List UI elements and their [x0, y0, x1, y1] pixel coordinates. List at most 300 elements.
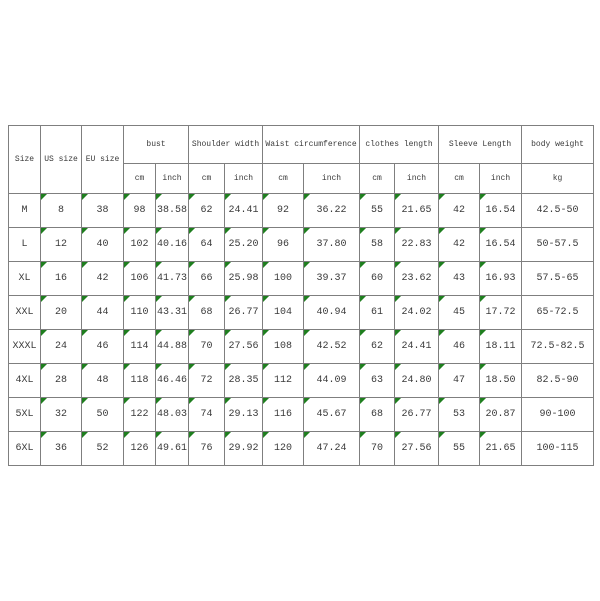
cell-text: 108 — [274, 341, 293, 352]
cell-text: 96 — [277, 239, 290, 250]
cell-text: 18.11 — [485, 341, 516, 352]
measurement-cell — [395, 364, 439, 398]
cell-text: 20 — [54, 307, 67, 318]
cell-flag-triangle-icon — [360, 398, 366, 404]
cell-flag-triangle-icon — [41, 330, 47, 336]
table-row — [9, 330, 594, 364]
cell-text: 42 — [453, 239, 466, 250]
cell-flag-triangle-icon — [225, 194, 231, 200]
cell-text: 42 — [453, 205, 466, 216]
cell-flag-triangle-icon — [156, 432, 162, 438]
measurement-cell — [263, 364, 304, 398]
measurement-cell — [304, 262, 360, 296]
measurement-cell — [189, 296, 225, 330]
cell-text: 68 — [371, 409, 384, 420]
measurement-cell — [522, 228, 594, 262]
unit-sleeve-inch: inch — [480, 164, 522, 194]
cell-flag-triangle-icon — [82, 364, 88, 370]
measurement-cell — [263, 330, 304, 364]
measurement-cell — [439, 194, 480, 228]
cell-text: 16 — [54, 273, 67, 284]
cell-text: 65-72.5 — [536, 307, 579, 318]
cell-text: 12 — [54, 239, 67, 250]
cell-flag-triangle-icon — [480, 194, 486, 200]
measurement-cell — [225, 330, 263, 364]
cell-flag-triangle-icon — [304, 194, 310, 200]
cell-text: 28.35 — [228, 375, 259, 386]
cell-flag-triangle-icon — [41, 364, 47, 370]
cell-text: 46 — [96, 341, 109, 352]
cell-text: 72.5-82.5 — [530, 341, 585, 352]
cell-text: 16.54 — [485, 239, 516, 250]
unit-sleeve-cm: cm — [439, 164, 480, 194]
cell-text: 22.83 — [401, 239, 432, 250]
cell-flag-triangle-icon — [189, 262, 195, 268]
size-label-cell — [9, 296, 41, 330]
measurement-cell — [522, 194, 594, 228]
cell-text: XXXL — [12, 341, 37, 352]
cell-flag-triangle-icon — [82, 296, 88, 302]
cell-text: 37.80 — [316, 239, 347, 250]
cell-text: 23.62 — [401, 273, 432, 284]
measurement-cell — [124, 364, 156, 398]
cell-flag-triangle-icon — [395, 364, 401, 370]
table-row — [9, 432, 594, 466]
measurement-cell — [360, 228, 395, 262]
measurement-cell — [41, 194, 82, 228]
cell-flag-triangle-icon — [225, 262, 231, 268]
measurement-cell — [522, 398, 594, 432]
table-body — [9, 194, 594, 466]
cell-flag-triangle-icon — [189, 296, 195, 302]
measurement-cell — [225, 296, 263, 330]
cell-text: 42 — [96, 273, 109, 284]
cell-flag-triangle-icon — [480, 296, 486, 302]
measurement-cell — [124, 398, 156, 432]
cell-flag-triangle-icon — [304, 432, 310, 438]
cell-flag-triangle-icon — [360, 330, 366, 336]
measurement-cell — [522, 432, 594, 466]
cell-text: 24 — [54, 341, 67, 352]
cell-text: 39.37 — [316, 273, 347, 284]
cell-text: M — [21, 205, 28, 216]
cell-text: 90-100 — [539, 409, 576, 420]
measurement-cell — [395, 330, 439, 364]
measurement-cell — [439, 296, 480, 330]
cell-text: 82.5-90 — [536, 375, 579, 386]
cell-flag-triangle-icon — [189, 228, 195, 234]
cell-flag-triangle-icon — [395, 296, 401, 302]
measurement-cell — [480, 398, 522, 432]
measurement-cell — [156, 296, 189, 330]
cell-flag-triangle-icon — [41, 398, 47, 404]
cell-text: 40.94 — [316, 307, 347, 318]
cell-flag-triangle-icon — [124, 398, 130, 404]
measurement-cell — [189, 228, 225, 262]
cell-text: 26.77 — [401, 409, 432, 420]
cell-text: 100 — [274, 273, 293, 284]
cell-flag-triangle-icon — [439, 194, 445, 200]
header-bust: bust — [124, 126, 189, 164]
cell-flag-triangle-icon — [263, 398, 269, 404]
cell-text: 60 — [371, 273, 384, 284]
measurement-cell — [82, 432, 124, 466]
measurement-cell — [225, 364, 263, 398]
cell-text: 24.80 — [401, 375, 432, 386]
measurement-cell — [395, 262, 439, 296]
cell-flag-triangle-icon — [189, 194, 195, 200]
cell-flag-triangle-icon — [263, 364, 269, 370]
size-label-cell — [9, 194, 41, 228]
cell-flag-triangle-icon — [124, 194, 130, 200]
cell-flag-triangle-icon — [360, 228, 366, 234]
cell-flag-triangle-icon — [124, 296, 130, 302]
cell-flag-triangle-icon — [480, 228, 486, 234]
cell-text: 50-57.5 — [536, 239, 579, 250]
measurement-cell — [189, 194, 225, 228]
unit-waist-inch: inch — [304, 164, 360, 194]
measurement-cell — [156, 398, 189, 432]
header-us-size: US size — [41, 126, 82, 194]
cell-text: 18.50 — [485, 375, 516, 386]
measurement-cell — [124, 296, 156, 330]
cell-flag-triangle-icon — [395, 432, 401, 438]
cell-flag-triangle-icon — [41, 432, 47, 438]
cell-text: 48 — [96, 375, 109, 386]
measurement-cell — [156, 432, 189, 466]
measurement-cell — [41, 228, 82, 262]
cell-flag-triangle-icon — [41, 228, 47, 234]
unit-shoulder-inch: inch — [225, 164, 263, 194]
cell-flag-triangle-icon — [439, 262, 445, 268]
cell-text: 36.22 — [316, 205, 347, 216]
measurement-cell — [225, 194, 263, 228]
cell-flag-triangle-icon — [304, 228, 310, 234]
cell-text: 61 — [371, 307, 384, 318]
table-row — [9, 262, 594, 296]
cell-flag-triangle-icon — [304, 330, 310, 336]
measurement-cell — [41, 432, 82, 466]
cell-flag-triangle-icon — [82, 262, 88, 268]
cell-flag-triangle-icon — [124, 262, 130, 268]
cell-text: 126 — [130, 443, 149, 454]
header-clothes-length: clothes length — [360, 126, 439, 164]
cell-text: 55 — [453, 443, 466, 454]
cell-flag-triangle-icon — [395, 398, 401, 404]
measurement-cell — [41, 262, 82, 296]
cell-text: 20.87 — [485, 409, 516, 420]
measurement-cell — [124, 262, 156, 296]
cell-flag-triangle-icon — [263, 330, 269, 336]
measurement-cell — [395, 228, 439, 262]
cell-text: 63 — [371, 375, 384, 386]
cell-text: 43 — [453, 273, 466, 284]
table-row — [9, 194, 594, 228]
cell-flag-triangle-icon — [156, 330, 162, 336]
cell-flag-triangle-icon — [156, 228, 162, 234]
cell-flag-triangle-icon — [225, 432, 231, 438]
cell-text: 21.65 — [401, 205, 432, 216]
cell-text: 76 — [200, 443, 213, 454]
cell-text: 43.31 — [157, 307, 188, 318]
measurement-cell — [156, 194, 189, 228]
cell-text: 104 — [274, 307, 293, 318]
cell-flag-triangle-icon — [360, 194, 366, 200]
table-row — [9, 296, 594, 330]
measurement-cell — [304, 364, 360, 398]
cell-text: 38.58 — [157, 205, 188, 216]
cell-text: 92 — [277, 205, 290, 216]
measurement-cell — [360, 398, 395, 432]
cell-flag-triangle-icon — [360, 296, 366, 302]
cell-text: 40.16 — [157, 239, 188, 250]
size-label-cell — [9, 228, 41, 262]
header-group-row — [9, 126, 594, 164]
cell-flag-triangle-icon — [395, 262, 401, 268]
measurement-cell — [360, 194, 395, 228]
cell-flag-triangle-icon — [360, 262, 366, 268]
size-label-cell — [9, 364, 41, 398]
measurement-cell — [124, 330, 156, 364]
cell-text: 29.13 — [228, 409, 259, 420]
cell-text: 24.41 — [401, 341, 432, 352]
measurement-cell — [225, 228, 263, 262]
measurement-cell — [395, 398, 439, 432]
cell-flag-triangle-icon — [225, 228, 231, 234]
cell-text: 70 — [200, 341, 213, 352]
cell-text: 47.24 — [316, 443, 347, 454]
measurement-cell — [82, 296, 124, 330]
cell-text: 98 — [133, 205, 146, 216]
cell-flag-triangle-icon — [263, 296, 269, 302]
cell-text: 53 — [453, 409, 466, 420]
measurement-cell — [263, 398, 304, 432]
measurement-cell — [439, 398, 480, 432]
measurement-cell — [480, 432, 522, 466]
cell-text: 25.20 — [228, 239, 259, 250]
measurement-cell — [225, 432, 263, 466]
cell-text: 64 — [200, 239, 213, 250]
cell-text: 40 — [96, 239, 109, 250]
header-eu-size: EU size — [82, 126, 124, 194]
table-row — [9, 398, 594, 432]
measurement-cell — [189, 262, 225, 296]
measurement-cell — [124, 228, 156, 262]
measurement-cell — [360, 364, 395, 398]
measurement-cell — [522, 364, 594, 398]
measurement-cell — [41, 296, 82, 330]
cell-text: 41.73 — [157, 273, 188, 284]
cell-flag-triangle-icon — [304, 296, 310, 302]
cell-flag-triangle-icon — [225, 330, 231, 336]
cell-text: 44 — [96, 307, 109, 318]
cell-flag-triangle-icon — [439, 330, 445, 336]
measurement-cell — [360, 432, 395, 466]
cell-text: 6XL — [15, 443, 34, 454]
unit-waist-cm: cm — [263, 164, 304, 194]
cell-flag-triangle-icon — [263, 262, 269, 268]
cell-text: 114 — [130, 341, 149, 352]
cell-text: 44.88 — [157, 341, 188, 352]
measurement-cell — [395, 296, 439, 330]
table-header — [9, 126, 594, 194]
cell-flag-triangle-icon — [439, 228, 445, 234]
cell-flag-triangle-icon — [225, 398, 231, 404]
cell-text: 62 — [200, 205, 213, 216]
cell-text: 106 — [130, 273, 149, 284]
cell-text: 25.98 — [228, 273, 259, 284]
cell-text: 118 — [130, 375, 149, 386]
measurement-cell — [263, 262, 304, 296]
unit-weight-kg: kg — [522, 164, 594, 194]
header-shoulder-width: Shoulder width — [189, 126, 263, 164]
cell-flag-triangle-icon — [156, 398, 162, 404]
cell-flag-triangle-icon — [395, 194, 401, 200]
cell-text: 21.65 — [485, 443, 516, 454]
cell-flag-triangle-icon — [124, 364, 130, 370]
measurement-cell — [304, 194, 360, 228]
cell-flag-triangle-icon — [41, 194, 47, 200]
measurement-cell — [304, 432, 360, 466]
cell-text: 55 — [371, 205, 384, 216]
cell-flag-triangle-icon — [189, 330, 195, 336]
cell-text: 26.77 — [228, 307, 259, 318]
measurement-cell — [156, 364, 189, 398]
cell-text: 50 — [96, 409, 109, 420]
cell-text: 122 — [130, 409, 149, 420]
measurement-cell — [439, 228, 480, 262]
cell-flag-triangle-icon — [395, 228, 401, 234]
cell-flag-triangle-icon — [225, 296, 231, 302]
cell-text: 46.46 — [157, 375, 188, 386]
cell-flag-triangle-icon — [439, 364, 445, 370]
header-sleeve-length: Sleeve Length — [439, 126, 522, 164]
cell-text: 74 — [200, 409, 213, 420]
measurement-cell — [480, 194, 522, 228]
cell-flag-triangle-icon — [360, 364, 366, 370]
cell-flag-triangle-icon — [480, 398, 486, 404]
cell-text: 5XL — [15, 409, 34, 420]
cell-text: 17.72 — [485, 307, 516, 318]
cell-text: 4XL — [15, 375, 34, 386]
table-row — [9, 228, 594, 262]
cell-flag-triangle-icon — [82, 398, 88, 404]
measurement-cell — [522, 330, 594, 364]
cell-text: 48.03 — [157, 409, 188, 420]
measurement-cell — [480, 262, 522, 296]
size-label-cell — [9, 330, 41, 364]
cell-flag-triangle-icon — [480, 330, 486, 336]
measurement-cell — [189, 364, 225, 398]
table-row — [9, 364, 594, 398]
unit-shoulder-cm: cm — [189, 164, 225, 194]
cell-flag-triangle-icon — [304, 364, 310, 370]
measurement-cell — [395, 432, 439, 466]
measurement-cell — [225, 262, 263, 296]
cell-text: XL — [18, 273, 31, 284]
cell-text: 32 — [54, 409, 67, 420]
measurement-cell — [439, 432, 480, 466]
unit-bust-cm: cm — [124, 164, 156, 194]
cell-flag-triangle-icon — [82, 432, 88, 438]
measurement-cell — [360, 330, 395, 364]
cell-flag-triangle-icon — [156, 364, 162, 370]
cell-text: 24.02 — [401, 307, 432, 318]
measurement-cell — [189, 432, 225, 466]
cell-text: 16.93 — [485, 273, 516, 284]
measurement-cell — [41, 330, 82, 364]
cell-flag-triangle-icon — [124, 432, 130, 438]
cell-flag-triangle-icon — [395, 330, 401, 336]
measurement-cell — [189, 330, 225, 364]
cell-flag-triangle-icon — [189, 364, 195, 370]
cell-text: 44.09 — [316, 375, 347, 386]
measurement-cell — [263, 432, 304, 466]
measurement-cell — [82, 262, 124, 296]
measurement-cell — [304, 228, 360, 262]
measurement-cell — [395, 194, 439, 228]
measurement-cell — [480, 228, 522, 262]
measurement-cell — [124, 194, 156, 228]
cell-text: 58 — [371, 239, 384, 250]
cell-flag-triangle-icon — [304, 262, 310, 268]
cell-flag-triangle-icon — [156, 262, 162, 268]
cell-text: 16.54 — [485, 205, 516, 216]
cell-text: 36 — [54, 443, 67, 454]
size-label-cell — [9, 432, 41, 466]
cell-flag-triangle-icon — [124, 228, 130, 234]
measurement-cell — [156, 228, 189, 262]
measurement-cell — [82, 194, 124, 228]
cell-flag-triangle-icon — [439, 432, 445, 438]
cell-text: 8 — [57, 205, 64, 216]
cell-flag-triangle-icon — [439, 398, 445, 404]
cell-text: 120 — [274, 443, 293, 454]
measurement-cell — [480, 296, 522, 330]
measurement-cell — [522, 296, 594, 330]
cell-flag-triangle-icon — [41, 296, 47, 302]
measurement-cell — [82, 364, 124, 398]
cell-text: 110 — [130, 307, 149, 318]
cell-flag-triangle-icon — [82, 228, 88, 234]
measurement-cell — [263, 296, 304, 330]
cell-flag-triangle-icon — [480, 432, 486, 438]
cell-flag-triangle-icon — [82, 194, 88, 200]
cell-text: 72 — [200, 375, 213, 386]
measurement-cell — [263, 194, 304, 228]
measurement-cell — [304, 398, 360, 432]
header-waist-circumference: Waist circumference — [263, 126, 360, 164]
cell-text: 47 — [453, 375, 466, 386]
measurement-cell — [263, 228, 304, 262]
measurement-cell — [304, 296, 360, 330]
size-label-cell — [9, 262, 41, 296]
measurement-cell — [439, 364, 480, 398]
unit-clothes-cm: cm — [360, 164, 395, 194]
cell-flag-triangle-icon — [225, 364, 231, 370]
measurement-cell — [189, 398, 225, 432]
cell-text: XXL — [15, 307, 34, 318]
cell-flag-triangle-icon — [439, 296, 445, 302]
measurement-cell — [82, 330, 124, 364]
cell-flag-triangle-icon — [82, 330, 88, 336]
cell-text: 66 — [200, 273, 213, 284]
cell-text: 62 — [371, 341, 384, 352]
cell-text: 42.52 — [316, 341, 347, 352]
unit-clothes-inch: inch — [395, 164, 439, 194]
cell-text: 45 — [453, 307, 466, 318]
size-chart-table — [8, 125, 594, 466]
